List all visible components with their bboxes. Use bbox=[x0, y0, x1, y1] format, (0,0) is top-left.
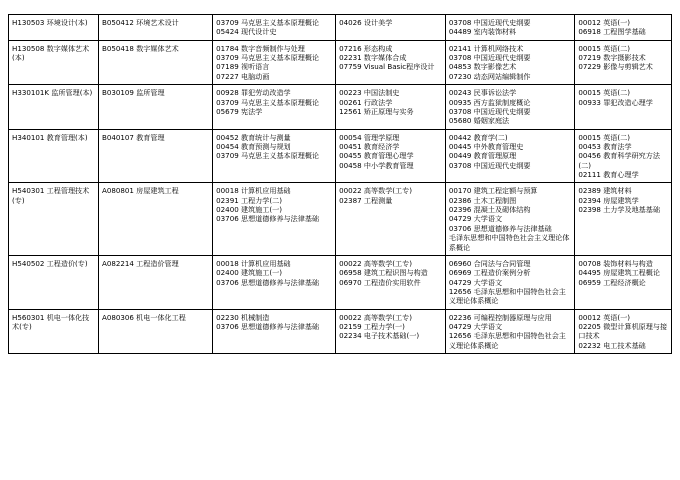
cell-major-code: H540301 工程管理技术(专) bbox=[9, 183, 99, 256]
cell-spec-code: A080801 房屋建筑工程 bbox=[99, 183, 213, 256]
cell-spec-code: B040107 教育管理 bbox=[99, 129, 213, 183]
cell-major-code: H560301 机电一体化技术(专) bbox=[9, 309, 99, 353]
cell-courses-3: 03708 中国近现代史纲要 04489 室内装饰材料 bbox=[445, 15, 575, 41]
cell-spec-code: B050412 环境艺术设计 bbox=[99, 15, 213, 41]
cell-major-code: H330101K 监所管理(本) bbox=[9, 85, 99, 129]
cell-courses-3: 00243 民事诉讼法学 00935 西方监狱制度概论 03708 中国近现代史纲要 05680 婚姻家庭法 bbox=[445, 85, 575, 129]
table-row bbox=[9, 15, 672, 41]
cell-courses-3: 00170 建筑工程定额与预算 02386 土木工程制图 02396 混凝土及砌体结构 04729 大学语文 03706 思想道德修养与法律基础 毛泽东思想和中国特色社会主义理论体系概论 bbox=[445, 183, 575, 256]
cell-courses-2: 00022 高等数学(工专) 02159 工程力学(一) 02234 电子技术基础(一) bbox=[336, 309, 446, 353]
cell-courses-1: 00452 教育统计与测量 00454 教育预测与规划 03709 马克思主义基本原理概论 bbox=[213, 129, 336, 183]
table-row bbox=[9, 183, 672, 256]
cell-courses-1: 00928 罪犯劳动改造学 03709 马克思主义基本原理概论 05679 宪法学 bbox=[213, 85, 336, 129]
cell-courses-2: 04026 设计美学 bbox=[336, 15, 446, 41]
cell-courses-4: 00012 英语(一) 02205 微型计算机原理与接口技术 02232 电工技术基础 bbox=[575, 309, 672, 353]
cell-courses-4: 00708 装饰材料与构造 04495 房屋建筑工程概论 06959 工程经济概论 bbox=[575, 255, 672, 309]
table-row bbox=[9, 309, 672, 353]
table-row bbox=[9, 129, 672, 183]
cell-spec-code: B050418 数字媒体艺术 bbox=[99, 40, 213, 84]
cell-courses-3: 00442 教育学(二) 00445 中外教育管理史 00449 教育管理原理 03708 中国近现代史纲要 bbox=[445, 129, 575, 183]
cell-courses-1: 03709 马克思主义基本原理概论 05424 现代设计史 bbox=[213, 15, 336, 41]
cell-courses-3: 02236 可编程控制器原理与应用 04729 大学语文 12656 毛泽东思想和中国特色社会主义理论体系概论 bbox=[445, 309, 575, 353]
cell-courses-2: 00054 管理学原理 00451 教育经济学 00455 教育管理心理学 00458 中小学教育管理 bbox=[336, 129, 446, 183]
cell-courses-4: 00015 英语(二) 00933 罪犯改造心理学 bbox=[575, 85, 672, 129]
table-body bbox=[9, 15, 672, 354]
cell-courses-1: 01784 数字音频制作与处理 03709 马克思主义基本原理概论 07189 视听语言 07227 电脑动画 bbox=[213, 40, 336, 84]
cell-courses-3: 06960 合同法与合同管理 06969 工程造价案例分析 04729 大学语文 12656 毛泽东思想和中国特色社会主义理论体系概论 bbox=[445, 255, 575, 309]
table-row bbox=[9, 40, 672, 84]
cell-major-code: H130508 数字媒体艺术(本) bbox=[9, 40, 99, 84]
cell-spec-code: A082214 工程造价管理 bbox=[99, 255, 213, 309]
table-row bbox=[9, 255, 672, 309]
cell-courses-3: 02141 计算机网络技术 03708 中国近现代史纲要 04853 数字影像艺术 07230 动态网站编辑制作 bbox=[445, 40, 575, 84]
cell-courses-4: 00015 英语(二) 00453 教育法学 00456 教育科学研究方法(二) 02111 教育心理学 bbox=[575, 129, 672, 183]
cell-courses-4: 02389 建筑材料 02394 房屋建筑学 02398 土力学及地基基础 bbox=[575, 183, 672, 256]
cell-major-code: H340101 教育管理(本) bbox=[9, 129, 99, 183]
cell-major-code: H130503 环境设计(本) bbox=[9, 15, 99, 41]
cell-major-code: H540502 工程造价(专) bbox=[9, 255, 99, 309]
table-row bbox=[9, 85, 672, 129]
cell-courses-2: 00223 中国法制史 00261 行政法学 12561 矫正原理与实务 bbox=[336, 85, 446, 129]
cell-courses-1: 02230 机械制造 03706 思想道德修养与法律基础 bbox=[213, 309, 336, 353]
cell-courses-2: 00022 高等数学(工专) 06958 建筑工程识图与构造 06970 工程造价实用软件 bbox=[336, 255, 446, 309]
course-schedule-table bbox=[8, 14, 672, 354]
cell-courses-2: 07216 形态构成 02231 数字媒体合成 07759 Visual Basic程序设计 bbox=[336, 40, 446, 84]
cell-spec-code: B030109 监所管理 bbox=[99, 85, 213, 129]
cell-courses-1: 00018 计算机应用基础 02400 建筑施工(一) 03706 思想道德修养与法律基础 bbox=[213, 255, 336, 309]
cell-courses-4: 00012 英语(一) 06918 工程图学基础 bbox=[575, 15, 672, 41]
cell-spec-code: A080306 机电一体化工程 bbox=[99, 309, 213, 353]
cell-courses-1: 00018 计算机应用基础 02391 工程力学(二) 02400 建筑施工(一) 03706 思想道德修养与法律基础 bbox=[213, 183, 336, 256]
cell-courses-2: 00022 高等数学(工专) 02387 工程测量 bbox=[336, 183, 446, 256]
cell-courses-4: 00015 英语(二) 07219 数字摄影技术 07229 影像与剪辑艺术 bbox=[575, 40, 672, 84]
